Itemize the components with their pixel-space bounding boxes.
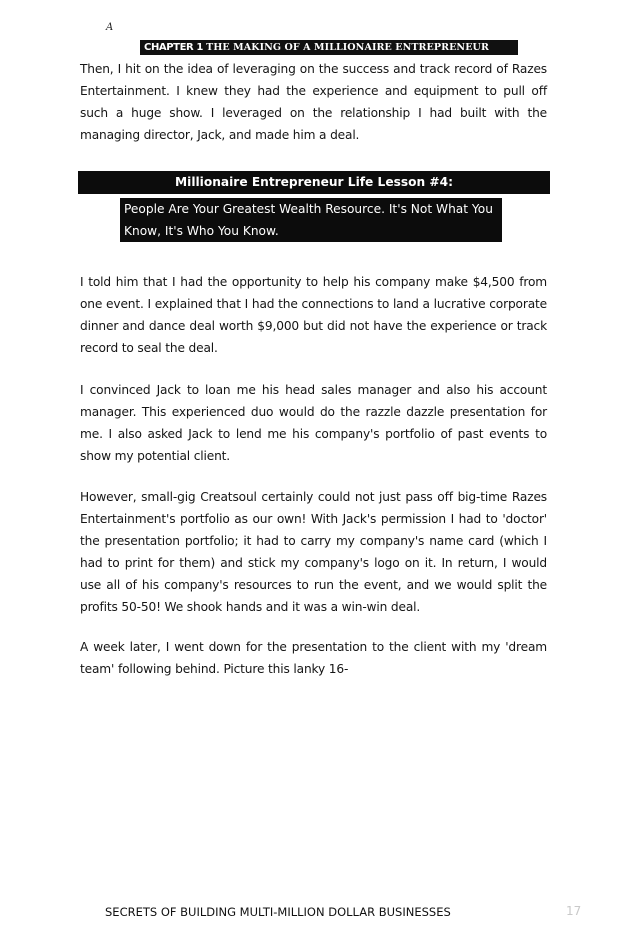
paragraph-1: Then, I hit on the idea of leveraging on the success and track record of Razes Entertainment. I knew they had the experience and equipment to pull off such a huge show. I leveraged on the relationship I had built with the managing director, Jack, and made him a deal. [80, 62, 547, 142]
lesson-heading: Millionaire Entrepreneur Life Lesson #4: [78, 171, 550, 194]
chapter-header [140, 40, 518, 55]
paragraph-3: I convinced Jack to loan me his head sales manager and also his account manager. This experienced duo would do the razzle dazzle presentation for me. I also asked Jack to lend me his company's portfolio of past events to show my potential client. [80, 383, 547, 463]
chapter-title: THE MAKING OF A MILLIONAIRE ENTREPRENEUR [206, 42, 489, 53]
paragraph-2: I told him that I had the opportunity to help his company make $4,500 from one event. I explained that I had the connections to land a lucrative corporate dinner and dance deal worth $9,000 but did not have the experience or track record to seal the deal. [80, 275, 547, 355]
paragraph-5: A week later, I went down for the presentation to the client with my 'dream team' following behind. Picture this lanky 16- [80, 640, 547, 676]
lesson-text: People Are Your Greatest Wealth Resource. It's Not What You Know, It's Who You Know. [120, 198, 502, 242]
footer-book-title: SECRETS OF BUILDING MULTI-MILLION DOLLAR BUSINESSES [105, 905, 451, 919]
corner-mark: A [106, 22, 114, 33]
chapter-number: CHAPTER 1 [144, 42, 203, 53]
paragraph-4: However, small-gig Creatsoul certainly could not just pass off big-time Razes Entertainment's portfolio as our own! With Jack's permission I had to 'doctor' the presentation portfolio; it had to carry my company's name card (which I had to print for them) and stick my company's logo on it. In return, I would use all of his company's resources to run the event, and we would split the profits 50-50! We shook hands and it was a win-win deal. [80, 490, 547, 614]
page-number: 17 [566, 904, 582, 918]
